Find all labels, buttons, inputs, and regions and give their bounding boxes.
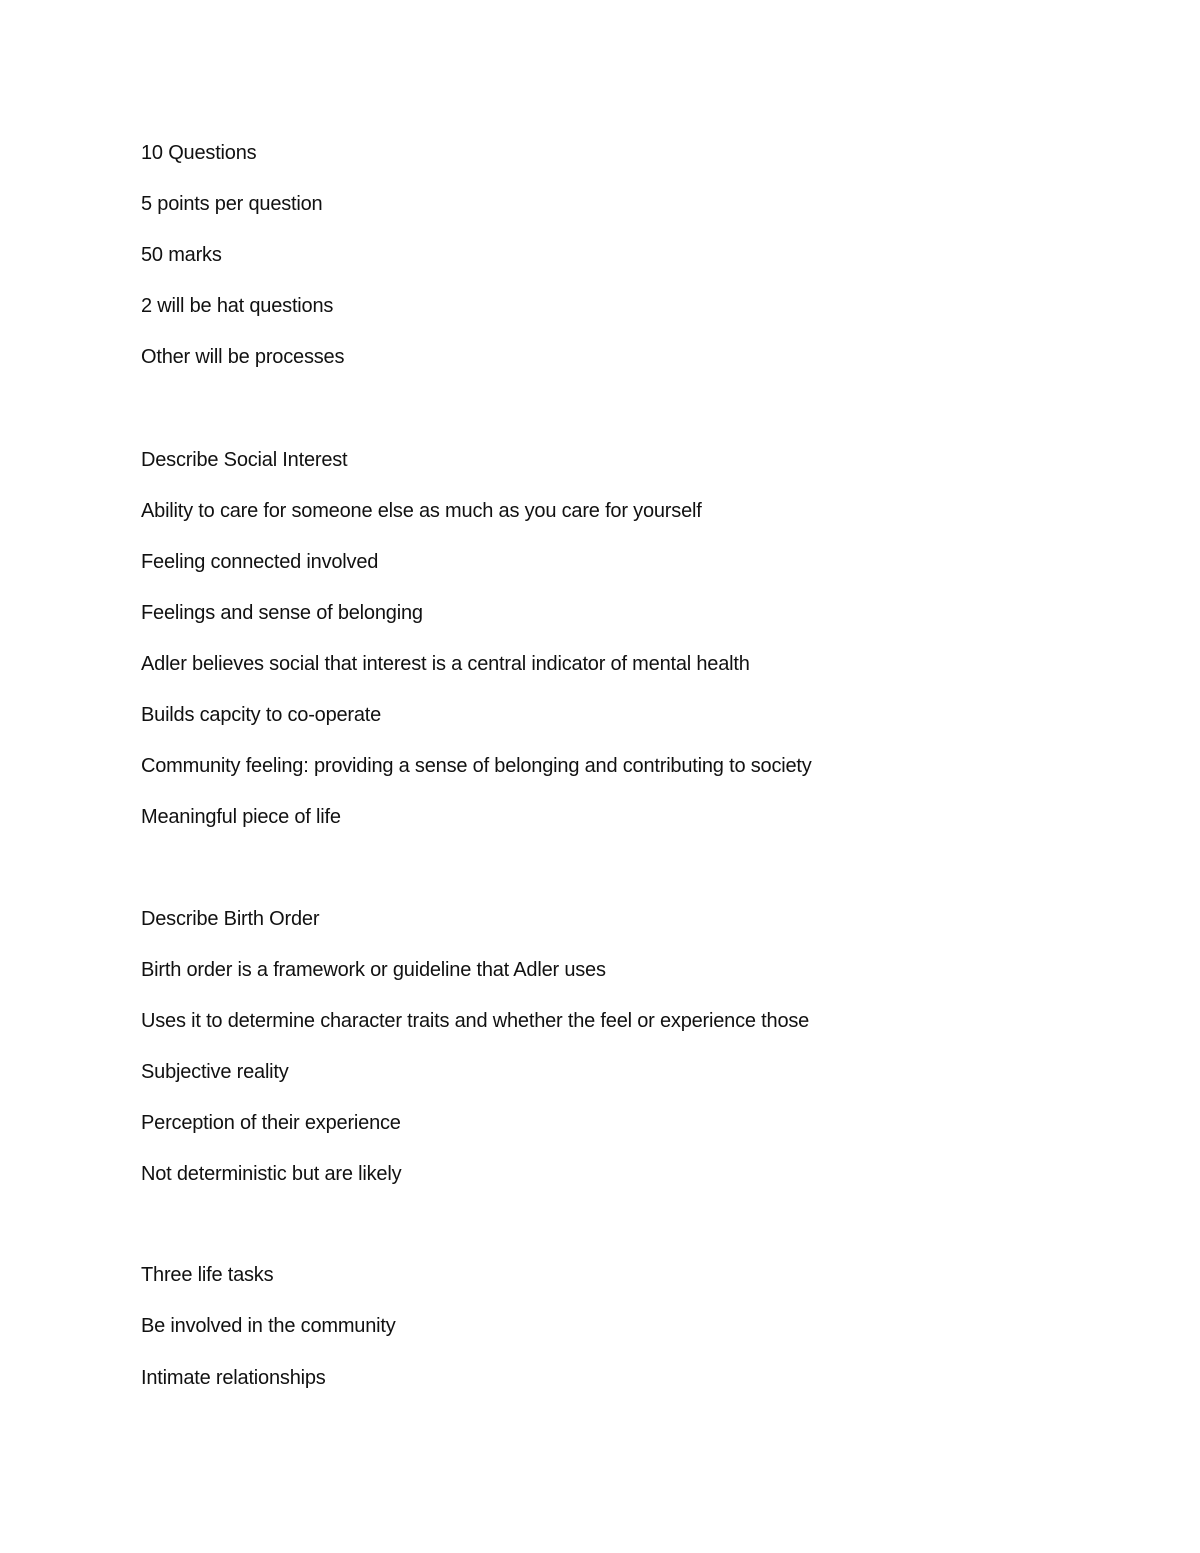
text-line: Perception of their experience (141, 1112, 401, 1134)
text-line: Intimate relationships (141, 1367, 326, 1389)
text-line: Subjective reality (141, 1061, 289, 1083)
text-line: Community feeling: providing a sense of belonging and contributing to society (141, 755, 812, 777)
text-line: 2 will be hat questions (141, 295, 334, 317)
text-line: Feeling connected involved (141, 551, 379, 573)
text-line: 50 marks (141, 244, 222, 266)
section-heading: Describe Birth Order (141, 908, 320, 930)
text-line: Adler believes social that interest is a central indicator of mental health (141, 653, 750, 675)
text-line: Builds capcity to co-operate (141, 704, 382, 726)
text-line: 5 points per question (141, 193, 323, 215)
text-line: Birth order is a framework or guideline that Adler uses (141, 959, 606, 981)
text-line: Meaningful piece of life (141, 806, 341, 828)
text-line: Not deterministic but are likely (141, 1163, 402, 1185)
text-line: 10 Questions (141, 142, 257, 164)
section-heading: Three life tasks (141, 1264, 274, 1286)
text-line: Uses it to determine character traits and whether the feel or experience those (141, 1010, 810, 1032)
section-heading: Describe Social Interest (141, 449, 348, 471)
text-line: Feelings and sense of belonging (141, 602, 423, 624)
text-line: Other will be processes (141, 346, 345, 368)
text-line: Be involved in the community (141, 1315, 396, 1337)
text-line: Ability to care for someone else as much as you care for yourself (141, 500, 702, 522)
